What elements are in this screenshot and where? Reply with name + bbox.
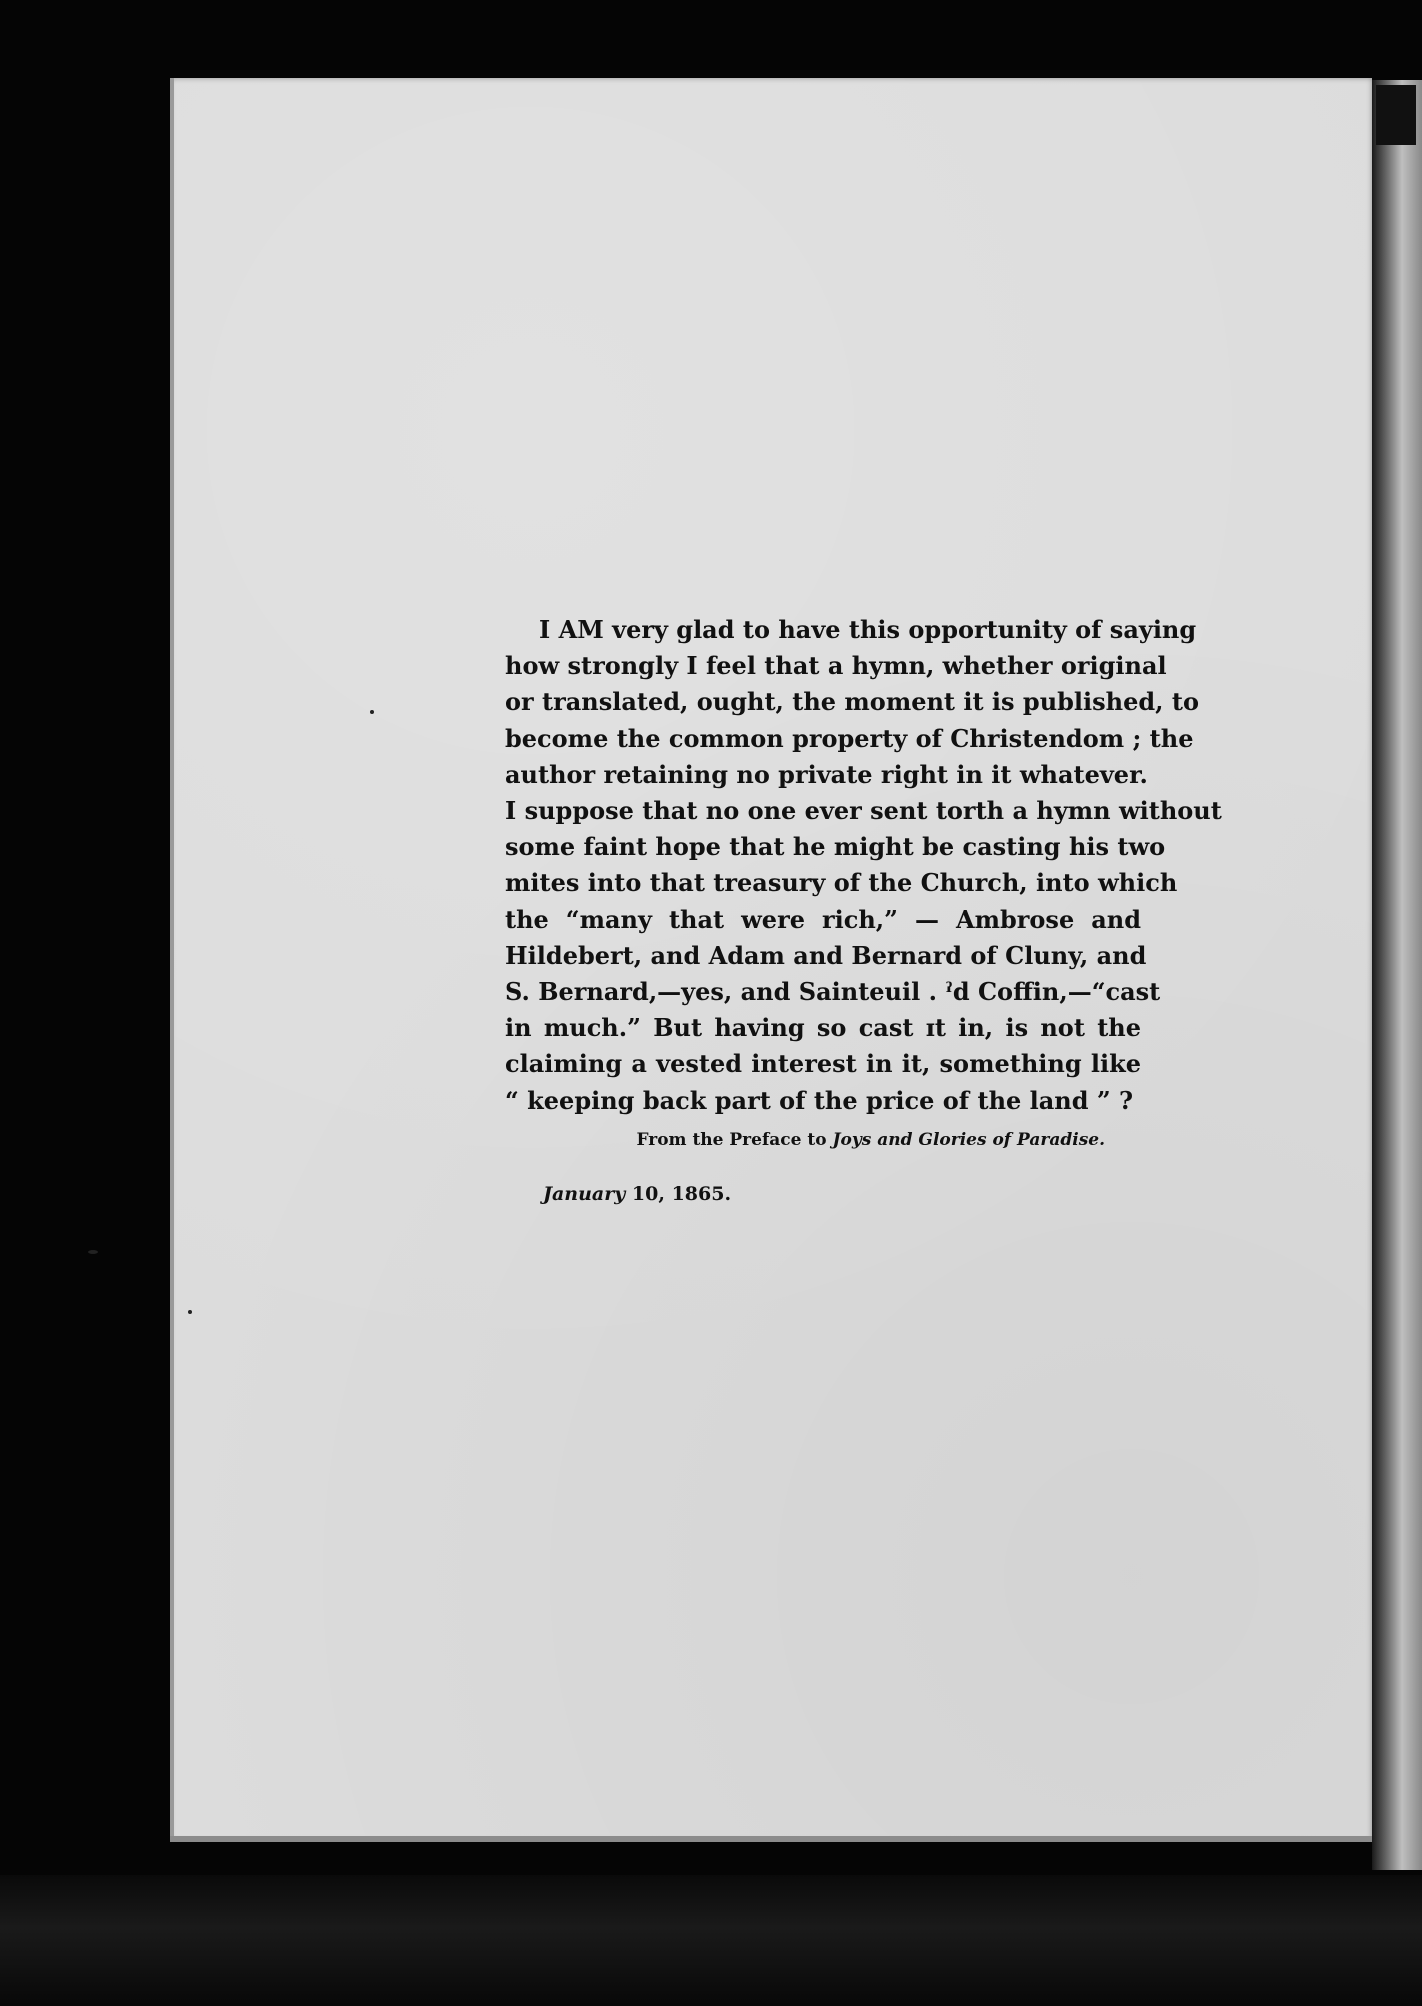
dust-speck [188,1310,192,1314]
date-month: January [543,1183,626,1205]
paragraph-line: I AM very glad to have this opportunity of saying [539,615,1197,644]
paragraph-line: how strongly I feel that a hymn, whether original [505,651,1167,681]
paragraph-line: Hildebert, and Adam and Bernard of Cluny, and [505,940,1147,970]
paragraph-line: in much.” But having so cast ɪt in, is not the [505,1013,1141,1043]
paragraph-line: mites into that treasury of the Church, into which [505,868,1178,898]
paragraph-line: or translated, ought, the moment it is published, to [505,687,1199,717]
spine-dark-corner [1376,85,1416,145]
book-spine [1372,80,1422,1870]
paragraph-line: author retaining no private right in it whatever. [505,759,1148,789]
dust-speck [88,1250,98,1254]
paragraph-line: the “many that were rich,” — Ambrose and [505,904,1141,934]
paragraph-line: some faint hope that he might be casting his two [505,832,1166,862]
scanner-bottom-strip [0,1875,1422,2006]
source-title: Joys and Glories of Paradise. [832,1130,1105,1150]
source-prefix: From the Preface to [636,1130,827,1150]
date-line [543,1183,731,1205]
paragraph-line: become the common property of Christendom ; the [505,723,1194,753]
preface-paragraph [505,612,1222,1119]
dust-speck [370,710,374,714]
paragraph-line: claiming a vested interest in it, something like [505,1049,1141,1079]
paragraph-line: “ keeping back part of the price of the land ” ? [505,1085,1134,1115]
paragraph-line: S. Bernard,—yes, and Sainteuil . ˀd Coffin,—“cast [505,977,1161,1007]
page-bottom-edge [170,1836,1372,1842]
source-attribution [505,1130,1105,1150]
date-day-year: 10, 1865. [631,1183,732,1205]
paragraph-line: I suppose that no one ever sent torth a hymn without [505,796,1222,826]
page-left-edge [170,78,174,1841]
